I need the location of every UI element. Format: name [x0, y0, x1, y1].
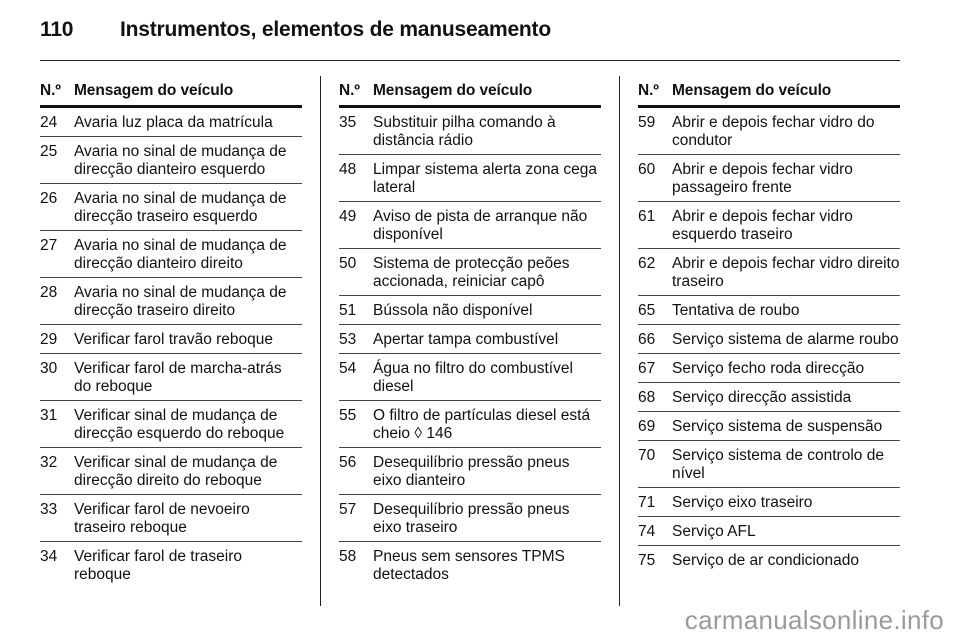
table-row — [339, 202, 601, 249]
message-text: Aviso de pista de arranque não disponível — [373, 208, 588, 243]
table-row — [339, 495, 601, 542]
message-text: Sistema de protecção peões accionada, reiniciar capô — [373, 255, 570, 290]
message-number: 66 — [638, 331, 656, 348]
message-text: Substituir pilha comando à distância rádio — [373, 114, 556, 149]
table-row — [339, 249, 601, 296]
table-row — [638, 202, 900, 249]
message-text: Limpar sistema alerta zona cega lateral — [373, 161, 598, 196]
column-divider — [619, 76, 620, 606]
message-column-2 — [339, 82, 601, 588]
message-column-3 — [638, 82, 900, 574]
table-header — [339, 82, 601, 108]
table-row — [638, 296, 900, 325]
table-row — [638, 412, 900, 441]
table-row — [638, 354, 900, 383]
message-number: 71 — [638, 494, 656, 511]
message-text: Tentativa de roubo — [672, 302, 800, 319]
message-text: Avaria no sinal de mudança de direcção dianteiro esquerdo — [74, 143, 287, 178]
table-row — [638, 325, 900, 354]
message-number: 30 — [40, 360, 58, 377]
message-text: Desequilíbrio pressão pneus eixo dianteiro — [373, 454, 570, 489]
message-number: 35 — [339, 114, 357, 131]
message-text: Avaria no sinal de mudança de direcção traseiro direito — [74, 284, 287, 319]
message-text: Apertar tampa combustível — [373, 331, 559, 348]
table-row — [40, 184, 302, 231]
column-divider — [320, 76, 321, 606]
table-row — [40, 354, 302, 401]
message-text: Serviço de ar condicionado — [672, 552, 859, 569]
message-number: 65 — [638, 302, 656, 319]
message-number: 53 — [339, 331, 357, 348]
table-row — [40, 137, 302, 184]
message-number: 58 — [339, 548, 357, 565]
message-text: Desequilíbrio pressão pneus eixo traseiro — [373, 501, 570, 536]
message-number: 74 — [638, 523, 656, 540]
table-row — [339, 542, 601, 588]
message-text: Verificar farol travão reboque — [74, 331, 274, 348]
message-number: 56 — [339, 454, 357, 471]
table-row — [40, 278, 302, 325]
table-row — [40, 108, 302, 137]
table-row — [638, 383, 900, 412]
message-number: 69 — [638, 418, 656, 435]
message-number: 34 — [40, 548, 58, 565]
message-number: 60 — [638, 161, 656, 178]
message-text: Pneus sem sensores TPMS detectados — [373, 548, 565, 583]
message-number: 31 — [40, 407, 58, 424]
table-row — [40, 401, 302, 448]
table-row — [40, 231, 302, 278]
message-number: 55 — [339, 407, 357, 424]
table-row — [638, 249, 900, 296]
table-row — [339, 354, 601, 401]
message-number: 59 — [638, 114, 656, 131]
message-column-1 — [40, 82, 302, 588]
message-text: Verificar farol de nevoeiro traseiro reboque — [74, 501, 250, 536]
column-header-number: N.º — [339, 82, 360, 99]
table-row — [40, 448, 302, 495]
message-number: 75 — [638, 552, 656, 569]
table-row — [638, 517, 900, 546]
message-number: 32 — [40, 454, 58, 471]
message-text: Avaria luz placa da matrícula — [74, 114, 273, 131]
message-text: Verificar farol de marcha-atrás do reboque — [74, 360, 282, 395]
message-text: Serviço sistema de controlo de nível — [672, 447, 884, 482]
message-text: Serviço direcção assistida — [672, 389, 852, 406]
column-header-message: Mensagem do veículo — [672, 82, 832, 99]
message-text: Água no filtro do combustível diesel — [373, 360, 573, 395]
watermark: carmanualsonline.info — [684, 605, 944, 635]
page-title: Instrumentos, elementos de manuseamento — [120, 18, 551, 41]
message-text: Serviço AFL — [672, 523, 756, 540]
table-row — [40, 495, 302, 542]
table-row — [339, 448, 601, 495]
page-number: 110 — [40, 18, 74, 41]
message-number: 51 — [339, 302, 357, 319]
message-text: Serviço sistema de suspensão — [672, 418, 883, 435]
table-row — [638, 155, 900, 202]
table-row — [339, 296, 601, 325]
message-text: Bússola não disponível — [373, 302, 533, 319]
message-number: 57 — [339, 501, 357, 518]
table-row — [638, 488, 900, 517]
column-header-message: Mensagem do veículo — [74, 82, 234, 99]
message-number: 70 — [638, 447, 656, 464]
table-row — [638, 108, 900, 155]
message-number: 24 — [40, 114, 58, 131]
message-text: Avaria no sinal de mudança de direcção traseiro esquerdo — [74, 190, 287, 225]
message-text: Abrir e depois fechar vidro direito traseiro — [672, 255, 900, 290]
message-number: 62 — [638, 255, 656, 272]
table-row — [339, 155, 601, 202]
message-number: 49 — [339, 208, 357, 225]
table-row — [339, 401, 601, 448]
table-header — [638, 82, 900, 108]
header-rule — [40, 60, 900, 61]
column-header-number: N.º — [40, 82, 61, 99]
message-number: 67 — [638, 360, 656, 377]
message-number: 25 — [40, 143, 58, 160]
table-row — [40, 325, 302, 354]
page-header — [40, 18, 551, 48]
message-number: 50 — [339, 255, 357, 272]
table-row — [638, 546, 900, 574]
message-text: Serviço sistema de alarme roubo — [672, 331, 899, 348]
table-row — [638, 441, 900, 488]
message-number: 48 — [339, 161, 357, 178]
message-text: O filtro de partículas diesel está cheio ◊ 146 — [373, 407, 591, 442]
message-number: 61 — [638, 208, 656, 225]
message-text: Avaria no sinal de mudança de direcção dianteiro direito — [74, 237, 287, 272]
message-text: Abrir e depois fechar vidro esquerdo traseiro — [672, 208, 853, 243]
message-number: 68 — [638, 389, 656, 406]
table-row — [339, 108, 601, 155]
message-text: Verificar sinal de mudança de direcção direito do reboque — [74, 454, 278, 489]
message-text: Abrir e depois fechar vidro do condutor — [672, 114, 875, 149]
message-number: 28 — [40, 284, 58, 301]
message-number: 29 — [40, 331, 58, 348]
table-row — [339, 325, 601, 354]
message-text: Serviço eixo traseiro — [672, 494, 813, 511]
table-header — [40, 82, 302, 108]
message-text: Verificar farol de traseiro reboque — [74, 548, 242, 583]
message-number: 54 — [339, 360, 357, 377]
message-text: Abrir e depois fechar vidro passageiro frente — [672, 161, 853, 196]
column-header-number: N.º — [638, 82, 659, 99]
message-number: 26 — [40, 190, 58, 207]
message-text: Verificar sinal de mudança de direcção esquerdo do reboque — [74, 407, 285, 442]
table-row — [40, 542, 302, 588]
message-number: 33 — [40, 501, 58, 518]
message-text: Serviço fecho roda direcção — [672, 360, 865, 377]
message-number: 27 — [40, 237, 58, 254]
column-header-message: Mensagem do veículo — [373, 82, 533, 99]
